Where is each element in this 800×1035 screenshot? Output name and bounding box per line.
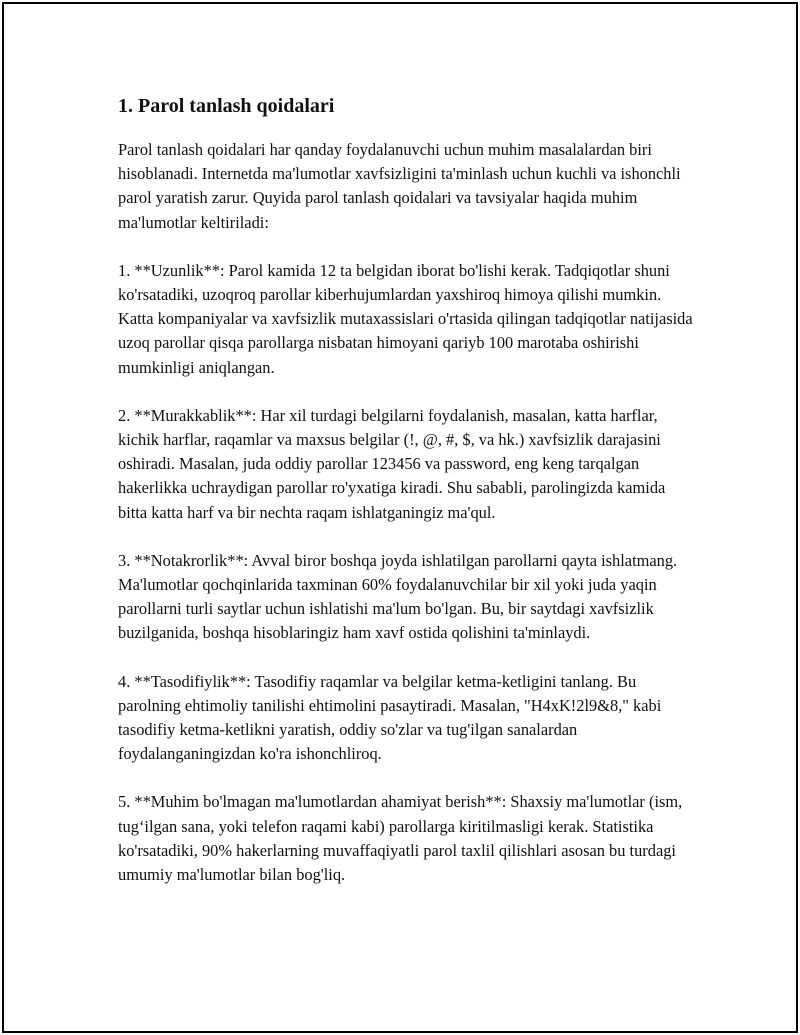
rule-uniqueness-paragraph: 3. **Notakrorlik**: Avval biror boshqa joyda ishlatilgan parollarni qayta ishlatmang. Ma'lumotlar qochqinlarida taxminan 60% foydalanuvchilar bir xil yoki juda yaqin parollarni turli saytlar uchun ishlatishi ma'lum bo'lgan. Bu, bir saytdagi xavfsizlik buzilganida, boshqa hisoblaringiz ham xavf ostida qolishini ta'minlaydi. xyxy=(118,550,678,643)
section-heading: 1. Parol tanlash qoidalari xyxy=(118,95,335,117)
rule-length-paragraph: 1. **Uzunlik**: Parol kamida 12 ta belgidan iborat bo'lishi kerak. Tadqiqotlar shuni ko'rsatadiki, uzoqroq parollar kiberhujumlardan yaxshiroq himoya qilishi mumkin. Katta kompaniyalar va xavfsizlik mutaxassislari o'rtasida qilingan tadqiqotlar natijasida uzoq parollar qisqa parollarga nisbatan himoyani qariyb 100 marotaba oshirishi mumkinligi aniqlangan. xyxy=(118,260,693,377)
intro-paragraph: Parol tanlash qoidalari har qanday foydalanuvchi uchun muhim masalalardan biri hisoblanadi. Internetda ma'lumotlar xavfsizligini ta'minlash uchun kuchli va ishonchli parol yaratish zarur. Quyida parol tanlash qoidalari va tavsiyalar haqida muhim ma'lumotlar keltiriladi: xyxy=(118,140,681,232)
rule-personal-info-paragraph: 5. **Muhim bo'lmagan ma'lumotlardan ahamiyat berish**: Shaxsiy ma'lumotlar (ism, tug‘ilgan sana, yoki telefon raqami kabi) parollarga kiritilmasligi kerak. Statistika ko'rsatadiki, 90% hakerlarning muvaffaqiyatli parol taxlil qilishlari asosan bu turdagi umumiy ma'lumotlar bilan bog'liq. xyxy=(118,792,683,885)
document-body xyxy=(118,92,698,911)
rule-complexity-paragraph: 2. **Murakkablik**: Har xil turdagi belgilarni foydalanish, masalan, katta harflar, kichik harflar, raqamlar va maxsus belgilar (!, @, #, $, va hk.) xavfsizlik darajasini oshiradi. Masalan, juda oddiy parollar 123456 va password, eng keng tarqalgan hakerlikka uchraydigan parollar ro'yxatiga kiradi. Shu sababli, parolingizda kamida bitta katta harf va bir nechta raqam ishlatganingiz ma'qul. xyxy=(118,405,666,522)
rule-randomness-paragraph: 4. **Tasodifiylik**: Tasodifiy raqamlar va belgilar ketma-ketligini tanlang. Bu parolning ehtimoliy tanilishi ehtimolini pasaytiradi. Masalan, "H4xK!2l9&8," kabi tasodifiy ketma-ketlikni yaratish, oddiy so'zlar va tug'ilgan sanalardan foydalanganingizdan ko'ra ishonchliroq. xyxy=(118,671,662,764)
